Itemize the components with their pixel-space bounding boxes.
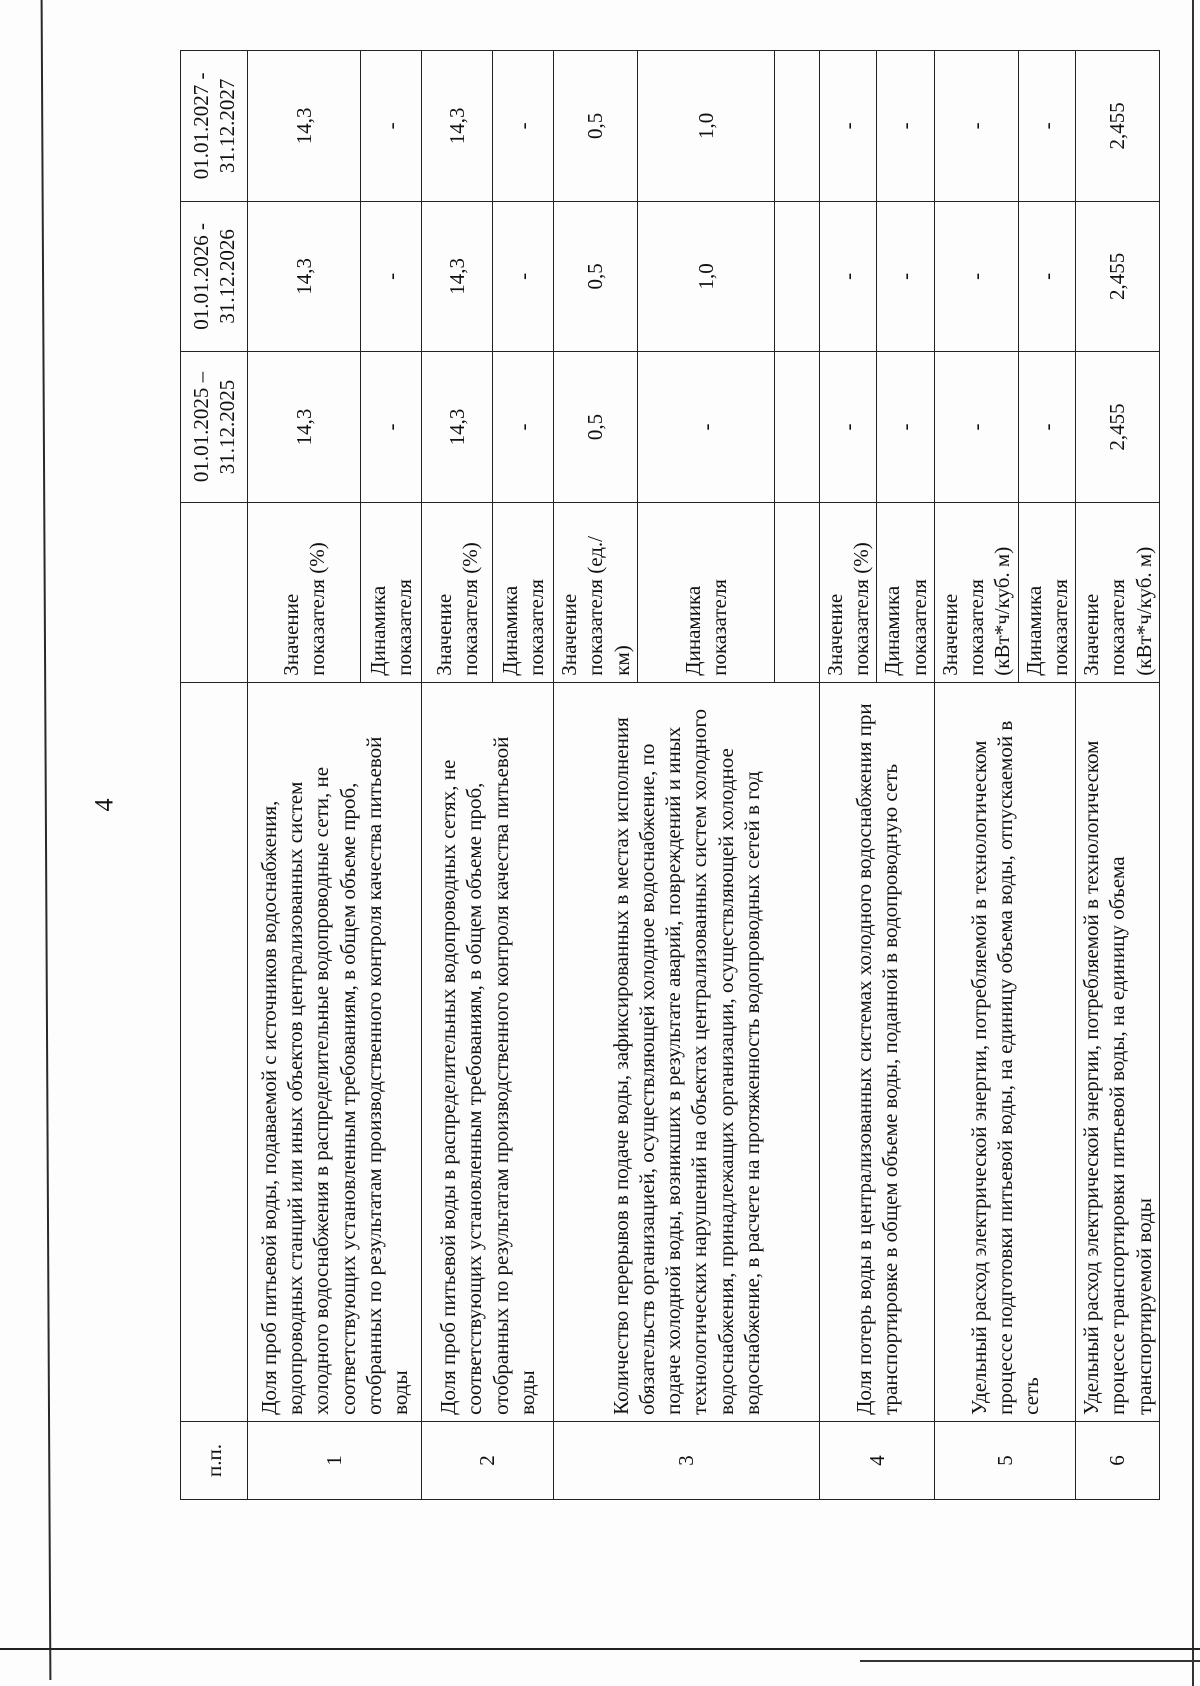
row-value: 14,3 (422, 201, 493, 352)
row-number: 6 (1076, 1421, 1160, 1499)
row-value: - (819, 352, 877, 503)
row-value: 2,455 (1076, 201, 1160, 352)
table-row (819, 51, 877, 1500)
row-value: - (1018, 201, 1076, 352)
indicators-table-wrapper (180, 50, 1180, 1500)
row-value: - (361, 51, 422, 202)
table-row (248, 51, 361, 1500)
table-row (1076, 51, 1160, 1500)
row-name: Удельный расход электрической энергии, потребляемой в технологическом процессе транспортировки питьевой воды, на единицу объема транспортируемой воды (1076, 682, 1160, 1421)
page-number: 4 (89, 798, 119, 812)
table-row (554, 51, 638, 1500)
row-value: - (934, 51, 1018, 202)
row-name: Доля проб питьевой воды, подаваемой с источников водоснабжения, водопроводных станций или иных объектов централизованных систем холодного водоснабжения в распределительные водопроводные сети, не соответствующих установленным требованиям, в общем объеме проб, отобранных по результатам производственного контроля качества питьевой воды (248, 682, 422, 1421)
indicators-table (180, 50, 1160, 1500)
table-row (422, 51, 493, 1500)
row-value: - (877, 201, 935, 352)
row-number: 2 (422, 1421, 554, 1499)
row-value: 14,3 (422, 51, 493, 202)
row-value: 14,3 (248, 51, 361, 202)
header-period-2027: 01.01.2027 - 31.12.2027 (181, 51, 248, 202)
row-value: 0,5 (554, 352, 638, 503)
row-unit: Значение показателя (ед./км) (554, 502, 638, 682)
row-value: - (637, 352, 774, 503)
header-num: п.п. (181, 1421, 248, 1499)
row-value: - (819, 201, 877, 352)
row-value: 14,3 (422, 352, 493, 503)
row-unit: Значение показателя (%) (422, 502, 493, 682)
row-value: - (361, 201, 422, 352)
header-period-2026: 01.01.2026 - 31.12.2026 (181, 201, 248, 352)
row-number: 5 (934, 1421, 1075, 1499)
table-header-row (181, 51, 248, 1500)
row-name: Доля проб питьевой воды в распределительных водопроводных сетях, не соответствующих установленным требованиям, в общем объеме проб, отобранных по результатам производственного контроля качества питьевой воды (422, 682, 554, 1421)
row-unit: Динамика показателя (361, 502, 422, 682)
row-value: - (361, 352, 422, 503)
row-value: - (1018, 51, 1076, 202)
scan-edge-right (1192, 0, 1194, 1686)
row-name: Удельный расход электрической энергии, потребляемой в технологическом процессе подготовки питьевой воды, на единицу объема воды, отпускаемой в сеть (934, 682, 1075, 1421)
row-value: - (819, 51, 877, 202)
row-value: - (934, 352, 1018, 503)
row-value (774, 51, 819, 202)
scan-edge-bottom-2 (860, 1660, 1200, 1662)
row-value: 0,5 (554, 201, 638, 352)
row-unit: Значение показателя (кВт*ч/куб. м) (934, 502, 1018, 682)
row-value: 1,0 (637, 51, 774, 202)
row-unit: Динамика показателя (877, 502, 935, 682)
row-value: - (493, 201, 554, 352)
header-name (181, 682, 248, 1421)
scan-edge-bottom (0, 1648, 1200, 1650)
row-value (774, 201, 819, 352)
row-unit (774, 502, 819, 682)
row-value: 2,455 (1076, 51, 1160, 202)
row-value (774, 352, 819, 503)
row-name: Количество перерывов в подаче воды, зафиксированных в местах исполнения обязательств организацией, осуществляющей холодное водоснабжение, по подаче холодной воды, возникших в результате аварий, повреждений и иных технологических нарушений на объектах централизованных систем холодного водоснабжения, принадлежащих организации, осуществляющей холодное водоснабжение, в расчете на протяженность водопроводных сетей в год (554, 682, 820, 1421)
header-period-2025: 01.01.2025 – 31.12.2025 (181, 352, 248, 503)
row-unit: Динамика показателя (1018, 502, 1076, 682)
row-unit: Значение показателя (%) (248, 502, 361, 682)
row-number: 1 (248, 1421, 422, 1499)
row-value: 2,455 (1076, 352, 1160, 503)
row-number: 3 (554, 1421, 820, 1499)
table-row (934, 51, 1018, 1500)
row-value: 14,3 (248, 352, 361, 503)
row-unit: Динамика показателя (637, 502, 774, 682)
row-value: - (877, 51, 935, 202)
row-unit: Динамика показателя (493, 502, 554, 682)
row-unit: Значение показателя (%) (819, 502, 877, 682)
row-value: 14,3 (248, 201, 361, 352)
row-value: - (934, 201, 1018, 352)
row-unit: Значение показателя (кВт*ч/куб. м) (1076, 502, 1160, 682)
row-value: 1,0 (637, 201, 774, 352)
row-value: 0,5 (554, 51, 638, 202)
row-value: - (1018, 352, 1076, 503)
row-value: - (493, 352, 554, 503)
row-number: 4 (819, 1421, 934, 1499)
row-name: Доля потерь воды в централизованных системах холодного водоснабжения при транспортировке в общем объеме воды, поданной в водопроводную сеть (819, 682, 934, 1421)
row-value: - (493, 51, 554, 202)
row-value: - (877, 352, 935, 503)
header-unit (181, 502, 248, 682)
